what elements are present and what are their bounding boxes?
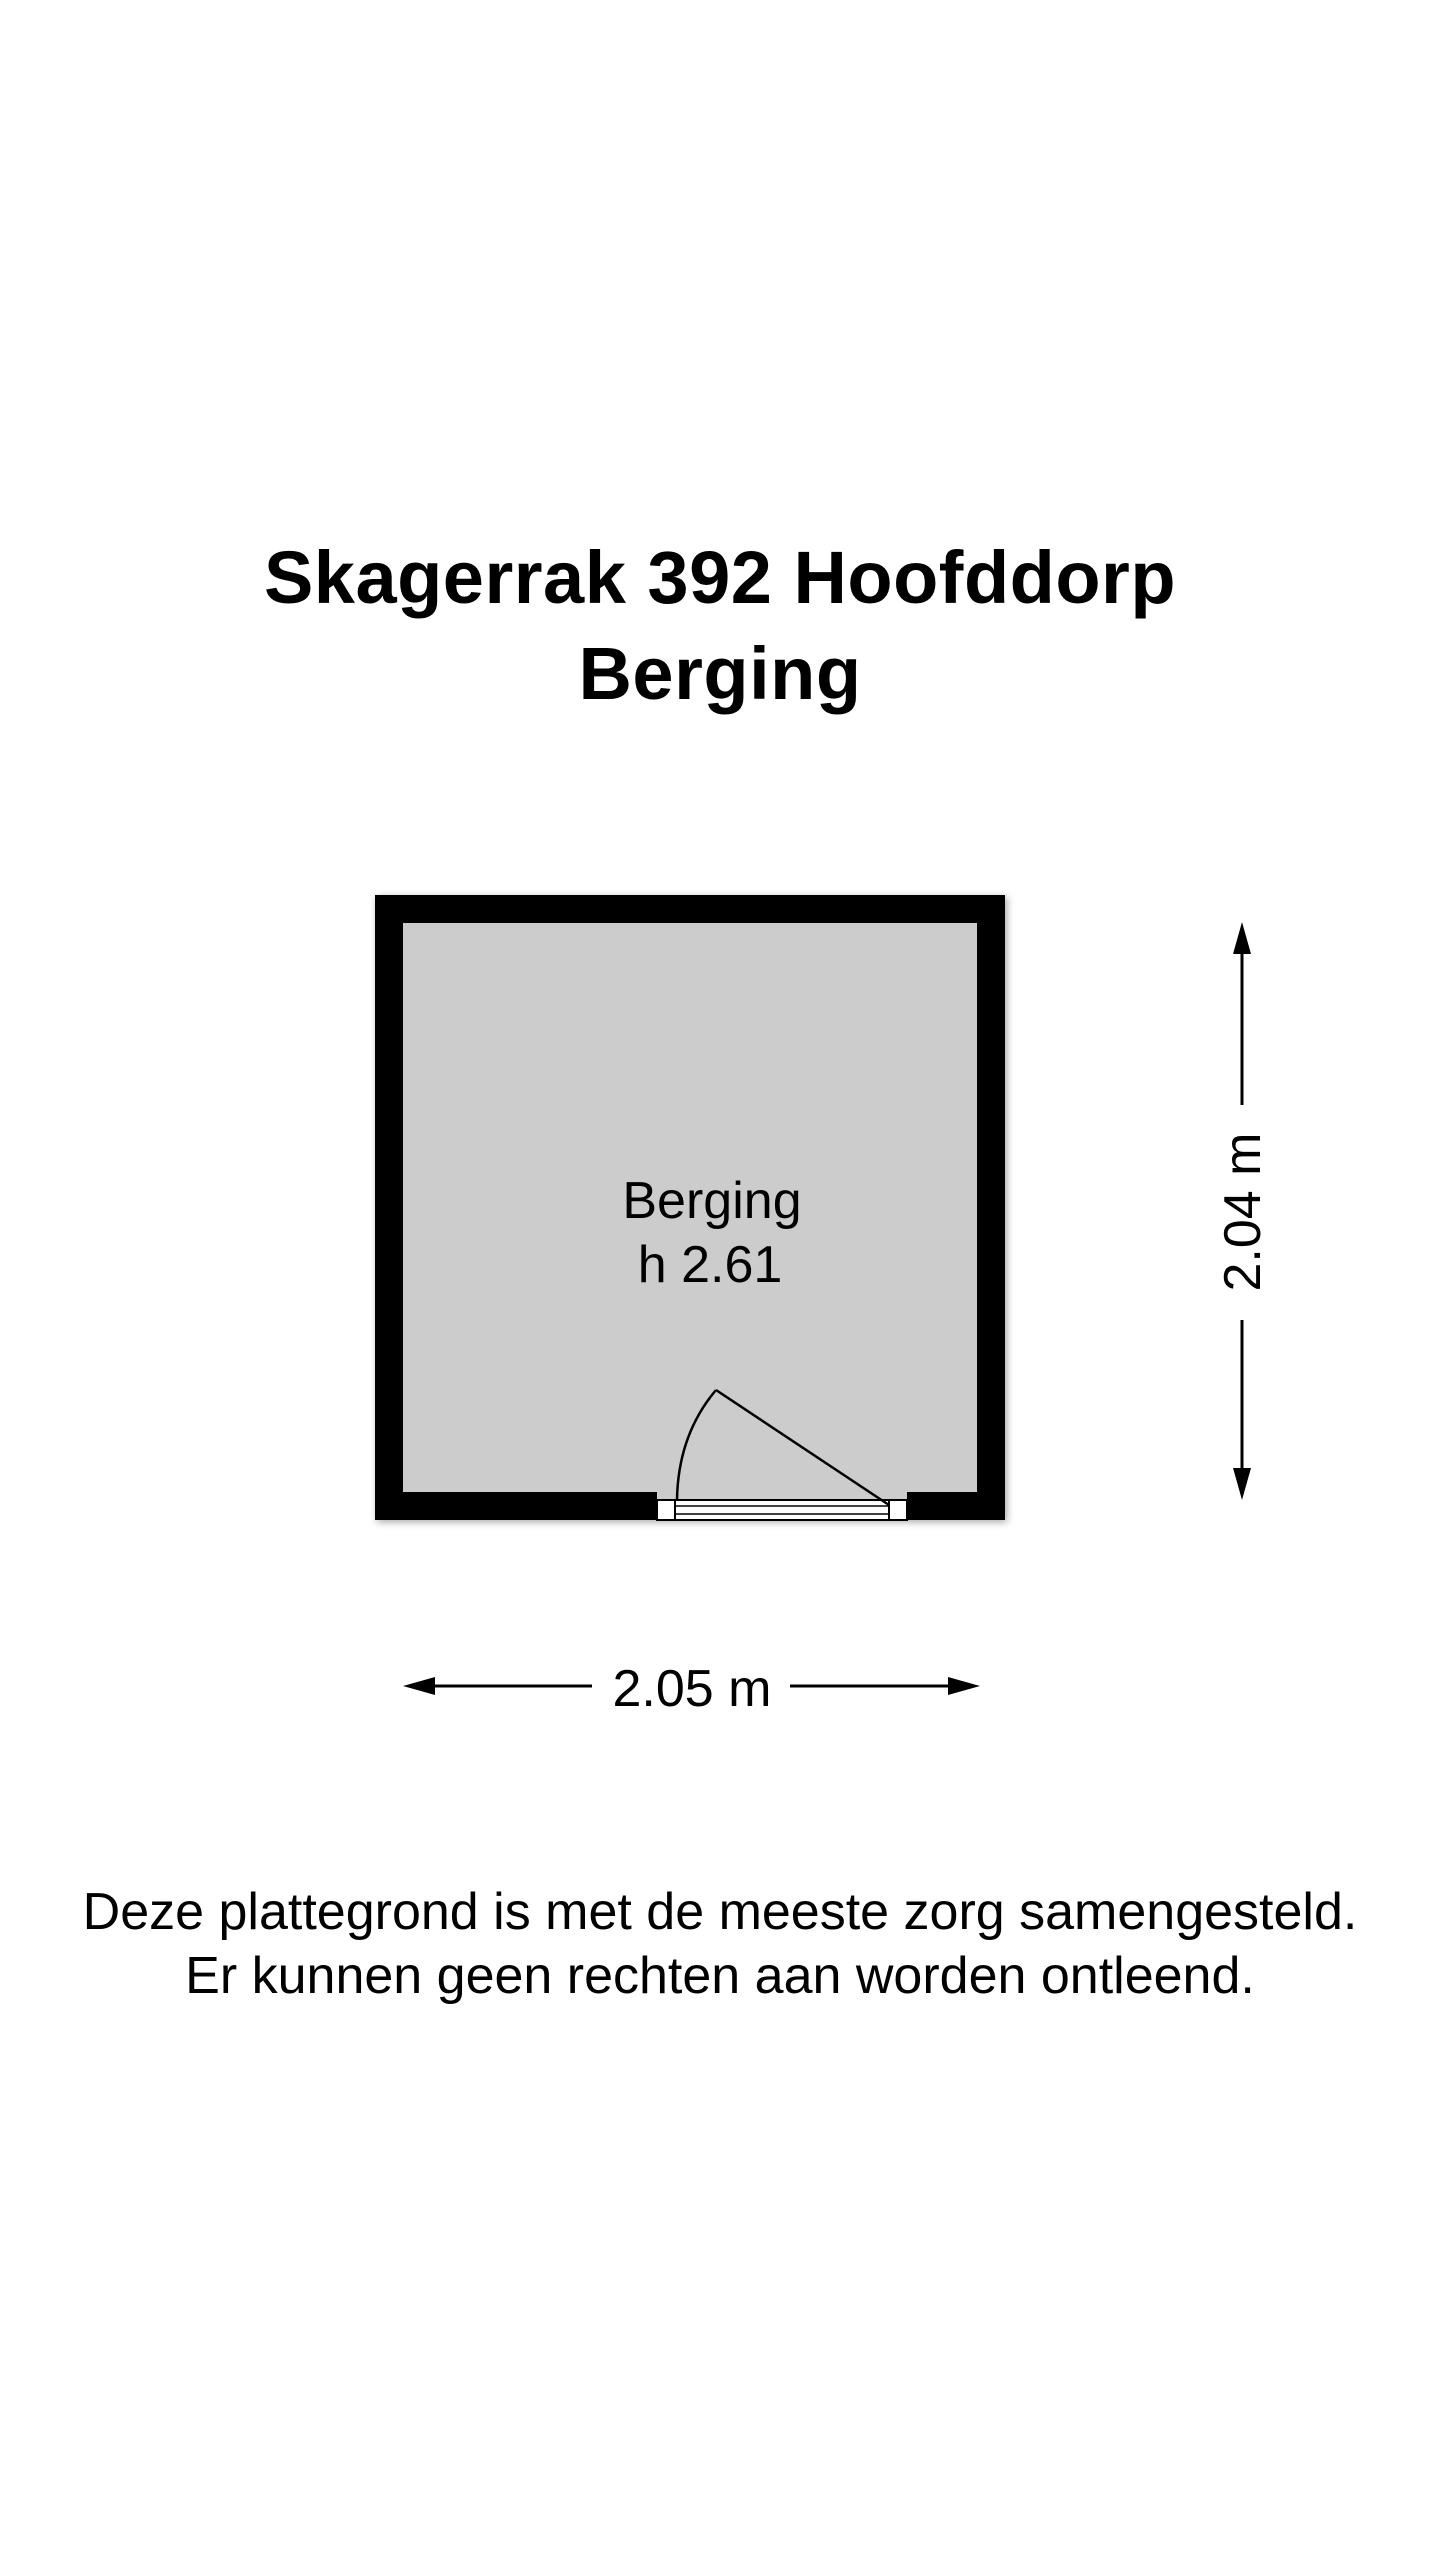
wall-left (375, 895, 403, 1520)
wall-right (977, 895, 1005, 1520)
wall-bottom-right (907, 1492, 1005, 1520)
width-arrow-left (403, 1677, 435, 1695)
disclaimer (0, 1880, 1440, 2008)
wall-top (375, 895, 1005, 923)
wall-bottom-left (375, 1492, 657, 1520)
address-title: Skagerrak 392 Hoofddorp (263, 536, 1177, 619)
disclaimer-line-1: Deze plattegrond is met de meeste zorg samengesteld. (82, 1883, 1358, 1941)
door-threshold (657, 1500, 907, 1520)
room-name-label: Berging (622, 1172, 802, 1230)
depth-arrow-bottom (1233, 1468, 1251, 1500)
width-dimension-label: 2.05 m (612, 1660, 772, 1718)
depth-dimension-label: 2.04 m (1214, 1132, 1272, 1292)
width-arrow-right (948, 1677, 980, 1695)
depth-arrow-top (1233, 922, 1251, 954)
floor-title: Berging (578, 632, 862, 715)
room-height-label: h 2.61 (637, 1236, 783, 1294)
disclaimer-line-2: Er kunnen geen rechten aan worden ontleend. (185, 1947, 1255, 2005)
